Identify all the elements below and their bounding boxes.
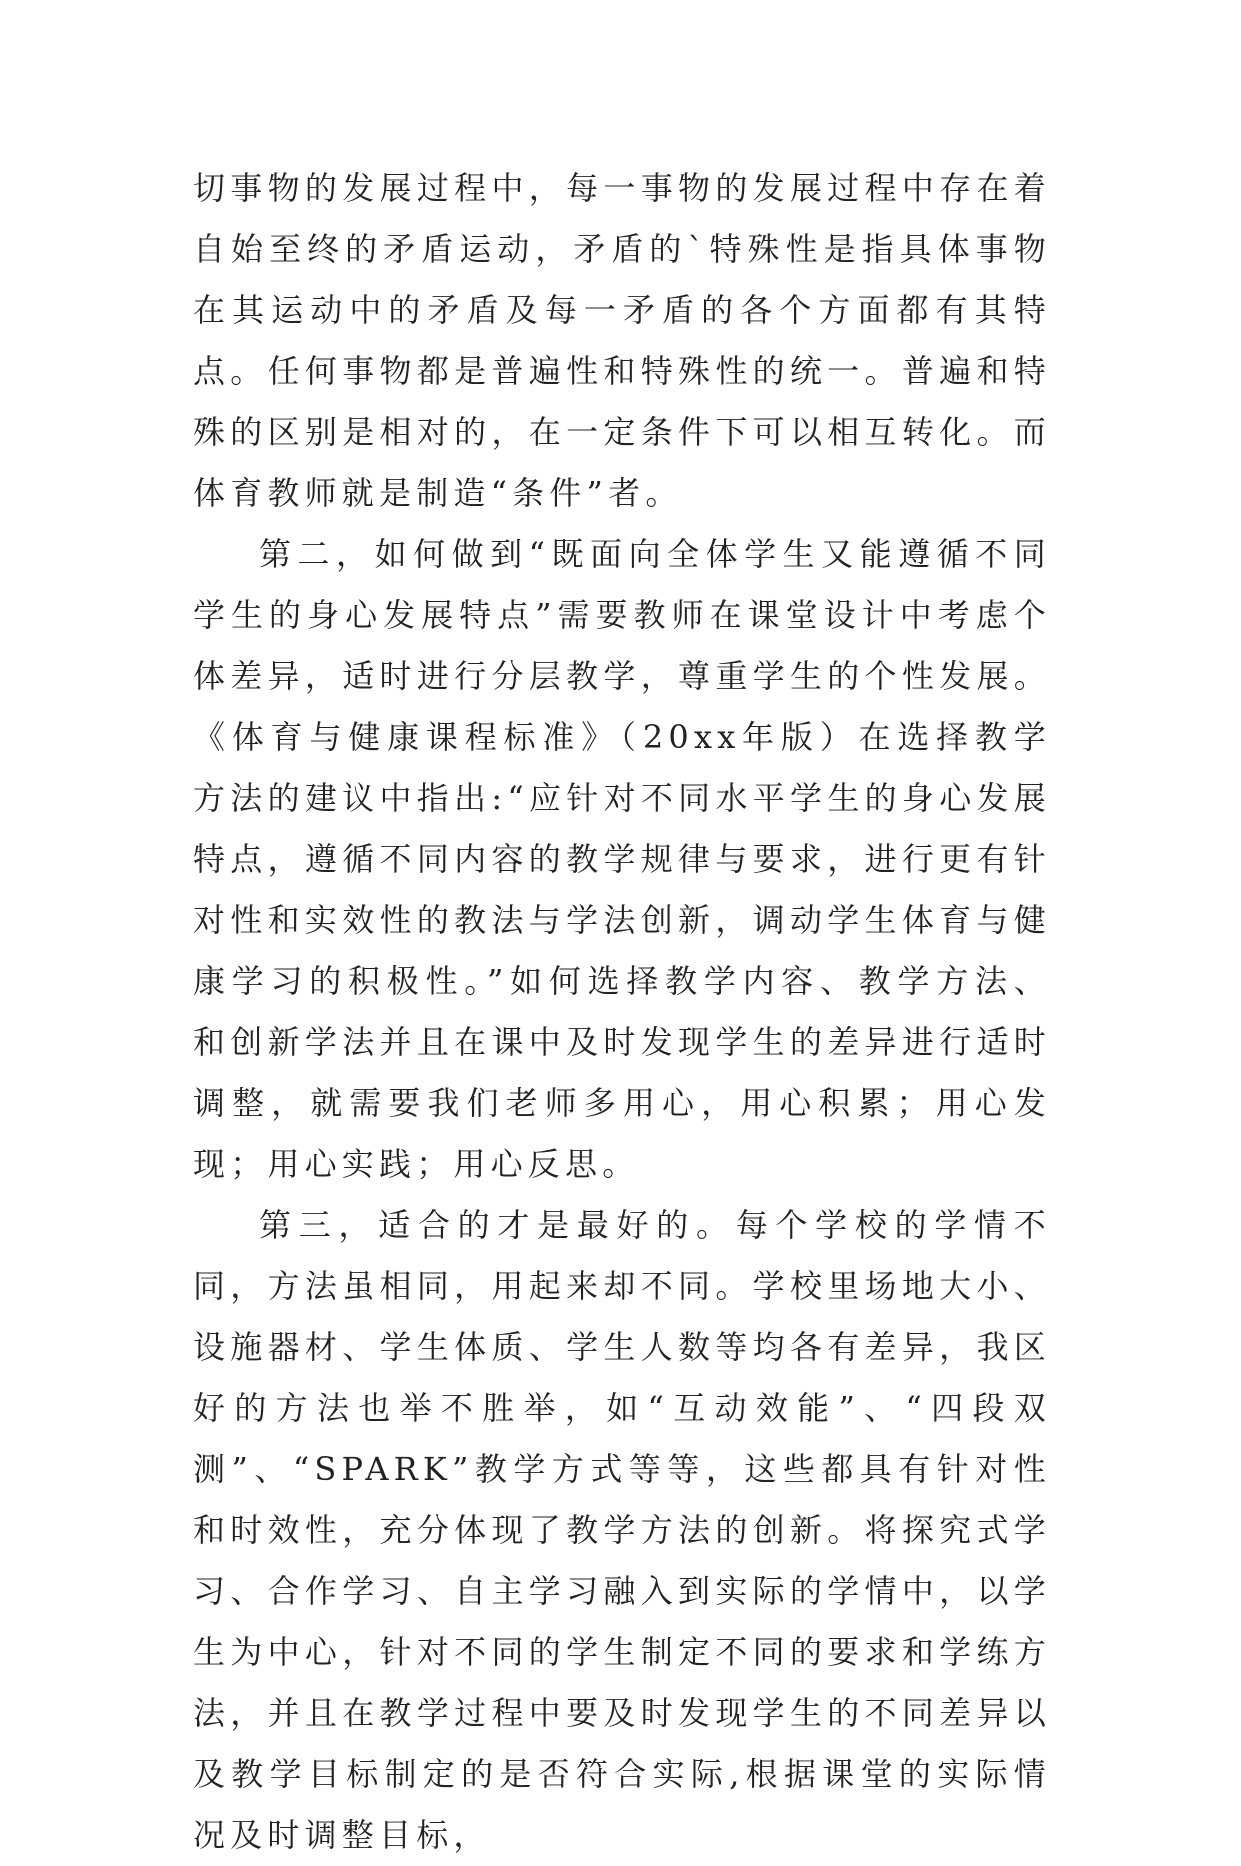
paragraph-3: 第三，适合的才是最好的。每个学校的学情不同，方法虽相同，用起来却不同。学校里场地大小、设施器材、学生体质、学生人数等均各有差异，我区好的方法也举不胜举，如“互动效能”、“四段双测”、“SPARK”教学方式等等，这些都具有针对性和时效性，充分体现了教学方法的创新。将探究式学习、合作学习、自主学习融入到实际的学情中，以学生为中心，针对不同的学生制定不同的要求和学练方法，并且在教学过程中要及时发现学生的不同差异以及教学目标制定的是否符合实际,根据课堂的实际情况及时调整目标， bbox=[193, 1206, 1051, 1854]
paragraph-2: 第二，如何做到“既面向全体学生又能遵循不同学生的身心发展特点”需要教师在课堂设计中考虑个体差异，适时进行分层教学，尊重学生的个性发展。《体育与健康课程标准》（20xx年版）在选择教学方法的建议中指出:“应针对不同水平学生的身心发展特点，遵循不同内容的教学规律与要求，进行更有针对性和实效性的教法与学法创新，调动学生体育与健康学习的积极性。”如何选择教学内容、教学方法、和创新学法并且在课中及时发现学生的差异进行适时调整，就需要我们老师多用心，用心积累；用心发现；用心实践；用心反思。 bbox=[193, 535, 1051, 1183]
document-body bbox=[193, 158, 1051, 1866]
paragraph-1: 切事物的发展过程中，每一事物的发展过程中存在着自始至终的矛盾运动，矛盾的`特殊性是指具体事物在其运动中的矛盾及每一矛盾的各个方面都有其特点。任何事物都是普遍性和特殊性的统一。普遍和特殊的区别是相对的，在一定条件下可以相互转化。而体育教师就是制造“条件”者。 bbox=[193, 169, 1051, 512]
